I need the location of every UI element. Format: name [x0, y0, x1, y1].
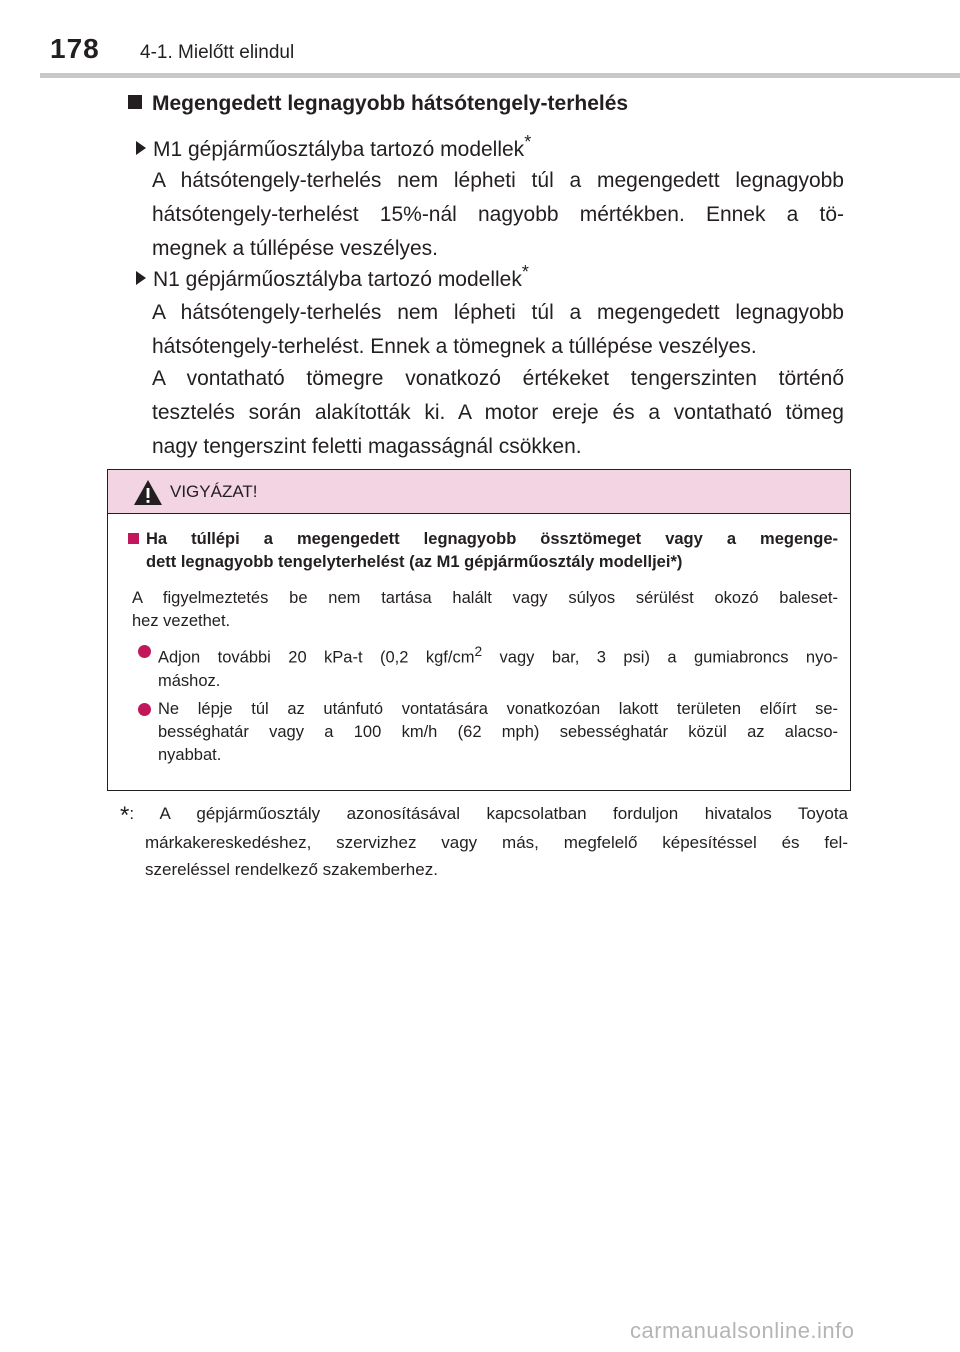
caution-title [128, 528, 838, 574]
caution-box [107, 469, 851, 791]
triangle-bullet-icon [136, 271, 146, 285]
paragraph-line: megnek a túllépése veszélyes. [152, 237, 438, 260]
section-title: 4-1. Mielőtt elindul [140, 42, 295, 63]
footnote-line [120, 800, 848, 829]
square-bullet-icon [128, 533, 139, 544]
footnote-star: * [120, 802, 130, 829]
circle-bullet-icon [138, 645, 151, 658]
footnote [120, 800, 848, 883]
caution-text-line: hez vezethet. [132, 612, 231, 630]
footnote-text: : A gépjárműosztály azonosításával kapcsolatban forduljon hivatalos Toyota [129, 804, 848, 823]
caution-bullet-line: bességhatár vagy a 100 km/h (62 mph) sebességhatár közül az alacso- [158, 723, 838, 741]
caution-text [132, 587, 838, 633]
caution-title-text: Ha túllépi a megengedett legnagyobb össztömeget vagy a megenge- [146, 530, 838, 548]
warning-triangle-icon [133, 479, 163, 506]
paragraph-line: A vontatható tömegre vonatkozó értékeket tengerszinten történő [152, 367, 844, 390]
footnote-line: márkakereskedéshez, szervizhez vagy más, megfelelő képesítéssel és fel- [145, 833, 848, 852]
item-n1-label-text: N1 gépjárműosztályba tartozó modellek [153, 268, 522, 291]
paragraph-line: A hátsótengely-terhelés nem lépheti túl a megengedett legnagyobb [152, 169, 844, 192]
circle-bullet-icon [138, 703, 151, 716]
main-heading [128, 92, 628, 116]
paragraph-line: nagy tengerszint feletti magasságnál csökken. [152, 435, 582, 458]
page-header [0, 0, 960, 80]
paragraph-line: A hátsótengely-terhelés nem lépheti túl a megengedett legnagyobb [152, 301, 844, 324]
item-m1-paragraph [152, 164, 844, 266]
item-m1-label-text: M1 gépjárműosztályba tartozó modellek [153, 138, 525, 161]
triangle-bullet-icon [136, 141, 146, 155]
superscript: 2 [474, 644, 483, 659]
item-n1-paragraph [152, 296, 844, 364]
caution-bullet-speed [138, 698, 838, 767]
caution-label: VIGYÁZAT! [170, 482, 258, 501]
asterisk-mark: * [521, 262, 529, 282]
footnote-line: szereléssel rendelkező szakemberhez. [145, 860, 438, 879]
main-heading-text: Megengedett legnagyobb hátsótengely-terhelés [152, 92, 629, 115]
watermark: carmanualsonline.info [630, 1318, 855, 1343]
bullet-text: Adjon további 20 kPa-t (0,2 kgf/cm [158, 648, 475, 667]
caution-bullet-line: nyabbat. [158, 746, 222, 764]
caution-bullet-line: máshoz. [158, 671, 221, 690]
page-number: 178 [50, 33, 100, 64]
square-bullet-icon [128, 95, 142, 109]
item-n1-label [136, 262, 529, 292]
caution-text-line: A figyelmeztetés be nem tartása halált vagy súlyos sérülést okozó baleset- [132, 589, 838, 607]
caution-title-line: dett legnagyobb tengelyterhelést (az M1 gépjárműosztály modelljei*) [146, 553, 683, 571]
caution-bullet-line: Ne lépje túl az utánfutó vontatására vonatkozóan lakott területen előírt se- [158, 700, 838, 718]
caution-bullet-tire [138, 640, 838, 693]
item-m1-label [136, 132, 531, 162]
caution-header [108, 470, 850, 514]
bullet-text: vagy bar, 3 psi) a gumiabroncs nyo- [482, 648, 838, 667]
header-rule [40, 73, 960, 78]
asterisk-mark: * [524, 132, 532, 152]
paragraph-line: tesztelés során alakították ki. A motor ereje és a vontatható tömeg [152, 401, 844, 424]
caution-title-line [128, 528, 838, 551]
towing-paragraph [152, 362, 844, 464]
paragraph-line: hátsótengely-terhelést. Ennek a tömegnek a túllépése veszélyes. [152, 335, 757, 358]
caution-bullet-line [158, 640, 838, 670]
paragraph-line: hátsótengely-terhelést 15%-nál nagyobb mértékben. Ennek a tö- [152, 203, 844, 226]
